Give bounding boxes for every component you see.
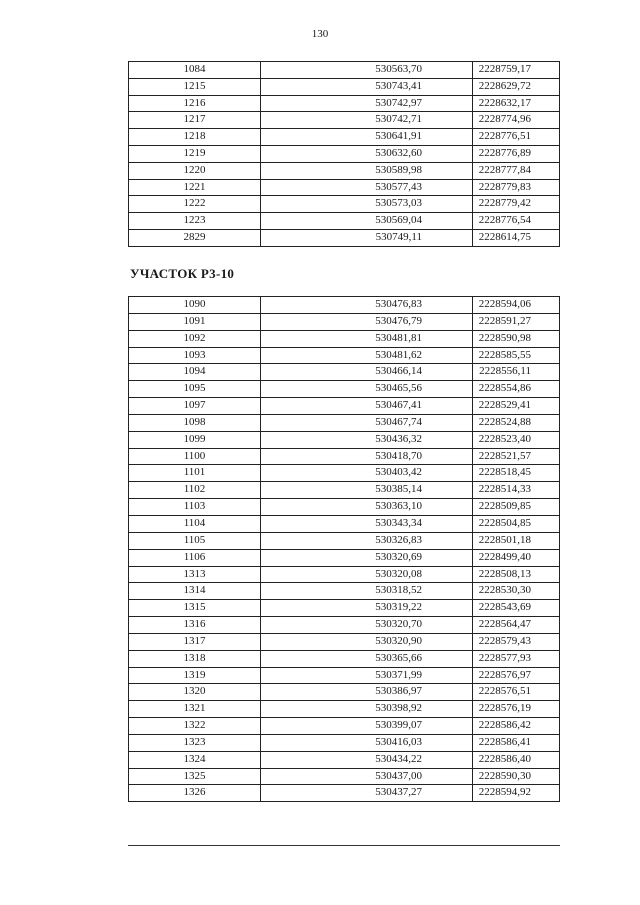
y-coordinate-cell: 2228586,40 [473, 751, 560, 768]
y-coordinate-cell: 2228776,54 [473, 213, 560, 230]
table-row [129, 515, 560, 532]
coordinates-table-body [129, 297, 560, 802]
table-row [129, 667, 560, 684]
point-number-cell: 1317 [129, 633, 261, 650]
x-coordinate-cell: 530437,00 [261, 768, 473, 785]
table-row [129, 532, 560, 549]
y-coordinate-cell: 2228586,41 [473, 734, 560, 751]
table-row [129, 414, 560, 431]
point-number-cell: 1320 [129, 684, 261, 701]
x-coordinate-cell: 530589,98 [261, 162, 473, 179]
point-number-cell: 1222 [129, 196, 261, 213]
y-coordinate-cell: 2228594,06 [473, 297, 560, 314]
table-row [129, 448, 560, 465]
footer-divider [128, 845, 560, 846]
x-coordinate-cell: 530436,32 [261, 431, 473, 448]
coordinates-table-body [129, 62, 560, 247]
point-number-cell: 1091 [129, 313, 261, 330]
point-number-cell: 1084 [129, 62, 261, 79]
table-row [129, 129, 560, 146]
y-coordinate-cell: 2228504,85 [473, 515, 560, 532]
table-row [129, 465, 560, 482]
y-coordinate-cell: 2228514,33 [473, 482, 560, 499]
y-coordinate-cell: 2228576,19 [473, 701, 560, 718]
y-coordinate-cell: 2228594,92 [473, 785, 560, 802]
point-number-cell: 1313 [129, 566, 261, 583]
x-coordinate-cell: 530320,70 [261, 617, 473, 634]
table-row [129, 297, 560, 314]
section-title-p3-10: УЧАСТОК Р3-10 [130, 266, 235, 281]
point-number-cell: 1103 [129, 499, 261, 516]
table-row [129, 313, 560, 330]
point-number-cell: 1217 [129, 112, 261, 129]
point-number-cell: 1215 [129, 78, 261, 95]
table-row [129, 364, 560, 381]
x-coordinate-cell: 530476,79 [261, 313, 473, 330]
x-coordinate-cell: 530481,62 [261, 347, 473, 364]
x-coordinate-cell: 530573,03 [261, 196, 473, 213]
y-coordinate-cell: 2228585,55 [473, 347, 560, 364]
y-coordinate-cell: 2228591,27 [473, 313, 560, 330]
point-number-cell: 2829 [129, 229, 261, 246]
y-coordinate-cell: 2228543,69 [473, 600, 560, 617]
y-coordinate-cell: 2228614,75 [473, 229, 560, 246]
y-coordinate-cell: 2228564,47 [473, 617, 560, 634]
coordinates-table-p3-10 [128, 296, 560, 802]
table-row [129, 499, 560, 516]
x-coordinate-cell: 530371,99 [261, 667, 473, 684]
table-row [129, 347, 560, 364]
table-row [129, 617, 560, 634]
x-coordinate-cell: 530437,27 [261, 785, 473, 802]
y-coordinate-cell: 2228529,41 [473, 398, 560, 415]
x-coordinate-cell: 530742,97 [261, 95, 473, 112]
point-number-cell: 1102 [129, 482, 261, 499]
table-row [129, 229, 560, 246]
y-coordinate-cell: 2228556,11 [473, 364, 560, 381]
point-number-cell: 1318 [129, 650, 261, 667]
point-number-cell: 1219 [129, 145, 261, 162]
table-row [129, 162, 560, 179]
table-row [129, 78, 560, 95]
point-number-cell: 1223 [129, 213, 261, 230]
point-number-cell: 1095 [129, 381, 261, 398]
x-coordinate-cell: 530569,04 [261, 213, 473, 230]
y-coordinate-cell: 2228577,93 [473, 650, 560, 667]
x-coordinate-cell: 530320,90 [261, 633, 473, 650]
y-coordinate-cell: 2228524,88 [473, 414, 560, 431]
table-row [129, 112, 560, 129]
point-number-cell: 1093 [129, 347, 261, 364]
x-coordinate-cell: 530467,74 [261, 414, 473, 431]
x-coordinate-cell: 530465,56 [261, 381, 473, 398]
table-row [129, 768, 560, 785]
x-coordinate-cell: 530434,22 [261, 751, 473, 768]
table-row [129, 583, 560, 600]
y-coordinate-cell: 2228576,51 [473, 684, 560, 701]
x-coordinate-cell: 530743,41 [261, 78, 473, 95]
x-coordinate-cell: 530632,60 [261, 145, 473, 162]
table-row [129, 213, 560, 230]
y-coordinate-cell: 2228776,89 [473, 145, 560, 162]
table-row [129, 718, 560, 735]
x-coordinate-cell: 530418,70 [261, 448, 473, 465]
point-number-cell: 1322 [129, 718, 261, 735]
point-number-cell: 1323 [129, 734, 261, 751]
table-row [129, 62, 560, 79]
point-number-cell: 1315 [129, 600, 261, 617]
page-number: 130 [311, 28, 329, 40]
x-coordinate-cell: 530363,10 [261, 499, 473, 516]
table-row [129, 751, 560, 768]
point-number-cell: 1100 [129, 448, 261, 465]
x-coordinate-cell: 530403,42 [261, 465, 473, 482]
table-row [129, 398, 560, 415]
y-coordinate-cell: 2228632,17 [473, 95, 560, 112]
x-coordinate-cell: 530326,83 [261, 532, 473, 549]
x-coordinate-cell: 530641,91 [261, 129, 473, 146]
y-coordinate-cell: 2228779,83 [473, 179, 560, 196]
x-coordinate-cell: 530481,81 [261, 330, 473, 347]
point-number-cell: 1090 [129, 297, 261, 314]
table-row [129, 633, 560, 650]
point-number-cell: 1324 [129, 751, 261, 768]
x-coordinate-cell: 530385,14 [261, 482, 473, 499]
y-coordinate-cell: 2228777,84 [473, 162, 560, 179]
x-coordinate-cell: 530467,41 [261, 398, 473, 415]
x-coordinate-cell: 530398,92 [261, 701, 473, 718]
table-row [129, 785, 560, 802]
table-row [129, 701, 560, 718]
point-number-cell: 1319 [129, 667, 261, 684]
table-row [129, 600, 560, 617]
point-number-cell: 1321 [129, 701, 261, 718]
x-coordinate-cell: 530399,07 [261, 718, 473, 735]
y-coordinate-cell: 2228776,51 [473, 129, 560, 146]
table-row [129, 381, 560, 398]
y-coordinate-cell: 2228508,13 [473, 566, 560, 583]
point-number-cell: 1316 [129, 617, 261, 634]
x-coordinate-cell: 530365,66 [261, 650, 473, 667]
table-row [129, 566, 560, 583]
x-coordinate-cell: 530318,52 [261, 583, 473, 600]
point-number-cell: 1216 [129, 95, 261, 112]
x-coordinate-cell: 530742,71 [261, 112, 473, 129]
x-coordinate-cell: 530577,43 [261, 179, 473, 196]
table-row [129, 549, 560, 566]
point-number-cell: 1097 [129, 398, 261, 415]
table-row [129, 330, 560, 347]
y-coordinate-cell: 2228501,18 [473, 532, 560, 549]
point-number-cell: 1218 [129, 129, 261, 146]
point-number-cell: 1104 [129, 515, 261, 532]
point-number-cell: 1106 [129, 549, 261, 566]
point-number-cell: 1092 [129, 330, 261, 347]
x-coordinate-cell: 530749,11 [261, 229, 473, 246]
y-coordinate-cell: 2228629,72 [473, 78, 560, 95]
y-coordinate-cell: 2228530,30 [473, 583, 560, 600]
y-coordinate-cell: 2228774,96 [473, 112, 560, 129]
y-coordinate-cell: 2228590,98 [473, 330, 560, 347]
point-number-cell: 1325 [129, 768, 261, 785]
y-coordinate-cell: 2228499,40 [473, 549, 560, 566]
y-coordinate-cell: 2228554,86 [473, 381, 560, 398]
point-number-cell: 1101 [129, 465, 261, 482]
table-row [129, 734, 560, 751]
point-number-cell: 1094 [129, 364, 261, 381]
y-coordinate-cell: 2228576,97 [473, 667, 560, 684]
x-coordinate-cell: 530466,14 [261, 364, 473, 381]
point-number-cell: 1314 [129, 583, 261, 600]
table-row [129, 650, 560, 667]
x-coordinate-cell: 530320,08 [261, 566, 473, 583]
x-coordinate-cell: 530476,83 [261, 297, 473, 314]
y-coordinate-cell: 2228521,57 [473, 448, 560, 465]
point-number-cell: 1221 [129, 179, 261, 196]
point-number-cell: 1098 [129, 414, 261, 431]
x-coordinate-cell: 530320,69 [261, 549, 473, 566]
point-number-cell: 1105 [129, 532, 261, 549]
table-row [129, 95, 560, 112]
y-coordinate-cell: 2228579,43 [473, 633, 560, 650]
table-row [129, 431, 560, 448]
y-coordinate-cell: 2228586,42 [473, 718, 560, 735]
x-coordinate-cell: 530386,97 [261, 684, 473, 701]
y-coordinate-cell: 2228509,85 [473, 499, 560, 516]
x-coordinate-cell: 530563,70 [261, 62, 473, 79]
table-row [129, 684, 560, 701]
point-number-cell: 1099 [129, 431, 261, 448]
y-coordinate-cell: 2228590,30 [473, 768, 560, 785]
y-coordinate-cell: 2228518,45 [473, 465, 560, 482]
table-row [129, 482, 560, 499]
y-coordinate-cell: 2228523,40 [473, 431, 560, 448]
table-row [129, 145, 560, 162]
x-coordinate-cell: 530319,22 [261, 600, 473, 617]
coordinates-table-top [128, 61, 560, 247]
point-number-cell: 1220 [129, 162, 261, 179]
table-row [129, 196, 560, 213]
y-coordinate-cell: 2228779,42 [473, 196, 560, 213]
y-coordinate-cell: 2228759,17 [473, 62, 560, 79]
x-coordinate-cell: 530343,34 [261, 515, 473, 532]
point-number-cell: 1326 [129, 785, 261, 802]
table-row [129, 179, 560, 196]
x-coordinate-cell: 530416,03 [261, 734, 473, 751]
